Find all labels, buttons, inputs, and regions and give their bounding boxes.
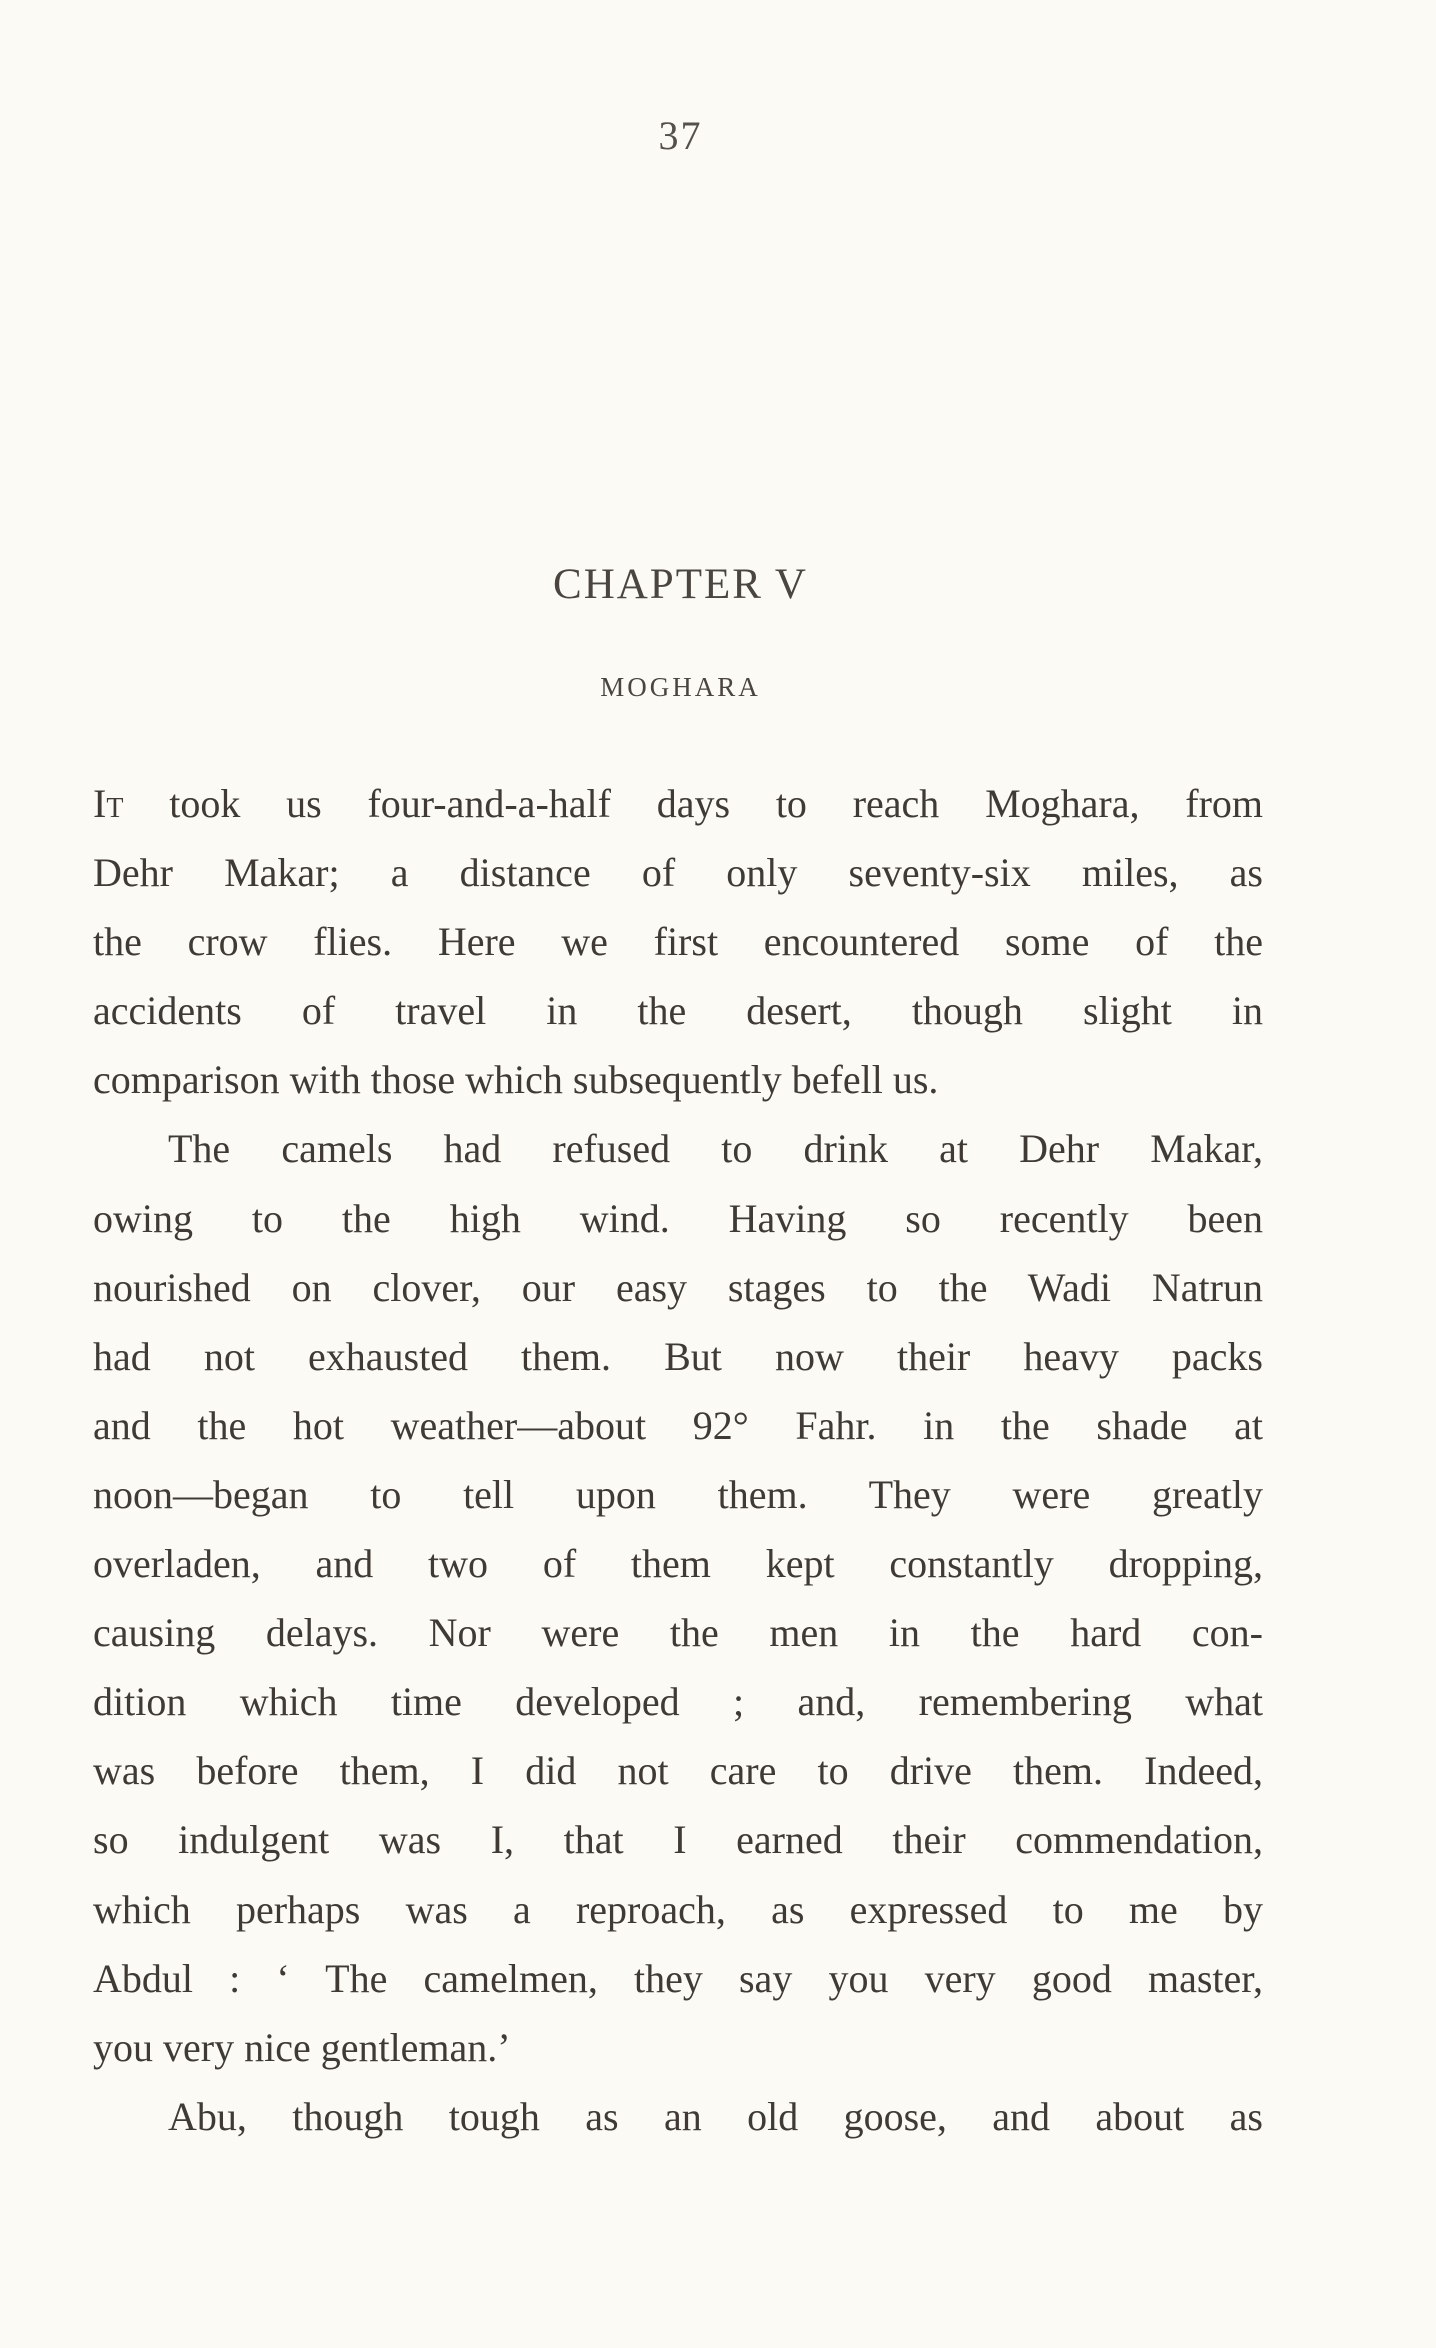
text-line: the crow flies. Here we first encountered some of the xyxy=(93,919,1263,965)
text-line: noon—began to tell upon them. They were greatly xyxy=(93,1471,1263,1517)
text-line: owing to the high wind. Having so recently been xyxy=(93,1195,1263,1241)
text-line-content: took us four-and-a-half days to reach Moghara, from xyxy=(123,781,1263,826)
body-text xyxy=(93,769,1263,2151)
text-line xyxy=(93,769,1263,838)
text-line: accidents of travel in the desert, though slight in xyxy=(93,988,1263,1034)
text-line: The camels had refused to drink at Dehr Makar, xyxy=(168,1126,1263,1172)
text-line: Abdul : ‘ The camelmen, they say you very good master, xyxy=(93,1955,1263,2001)
text-line: which perhaps was a reproach, as expressed to me by xyxy=(93,1886,1263,1932)
text-line: nourished on clover, our easy stages to the Wadi Natrun xyxy=(93,1264,1263,1310)
page-number: 37 xyxy=(658,113,703,158)
text-line: comparison with those which subsequently befell us. xyxy=(93,1057,939,1103)
text-line: you very nice gentleman.’ xyxy=(93,2024,511,2070)
chapter-title: CHAPTER V xyxy=(553,561,808,608)
text-line: causing delays. Nor were the men in the hard con- xyxy=(93,1610,1263,1656)
text-line: dition which time developed ; and, remembering what xyxy=(93,1679,1263,1725)
chapter-subtitle: MOGHARA xyxy=(600,672,761,702)
text-line: and the hot weather—about 92° Fahr. in the shade at xyxy=(93,1402,1263,1448)
text-line: had not exhausted them. But now their heavy packs xyxy=(93,1333,1263,1379)
text-line: Dehr Makar; a distance of only seventy-six miles, as xyxy=(93,850,1263,896)
text-line: overladen, and two of them kept constantly dropping, xyxy=(93,1541,1263,1587)
text-line: so indulgent was I, that I earned their commendation, xyxy=(93,1817,1263,1863)
text-line: was before them, I did not care to drive them. Indeed, xyxy=(93,1748,1263,1794)
first-word: It xyxy=(93,781,124,826)
text-line: Abu, though tough as an old goose, and about as xyxy=(168,2093,1263,2139)
